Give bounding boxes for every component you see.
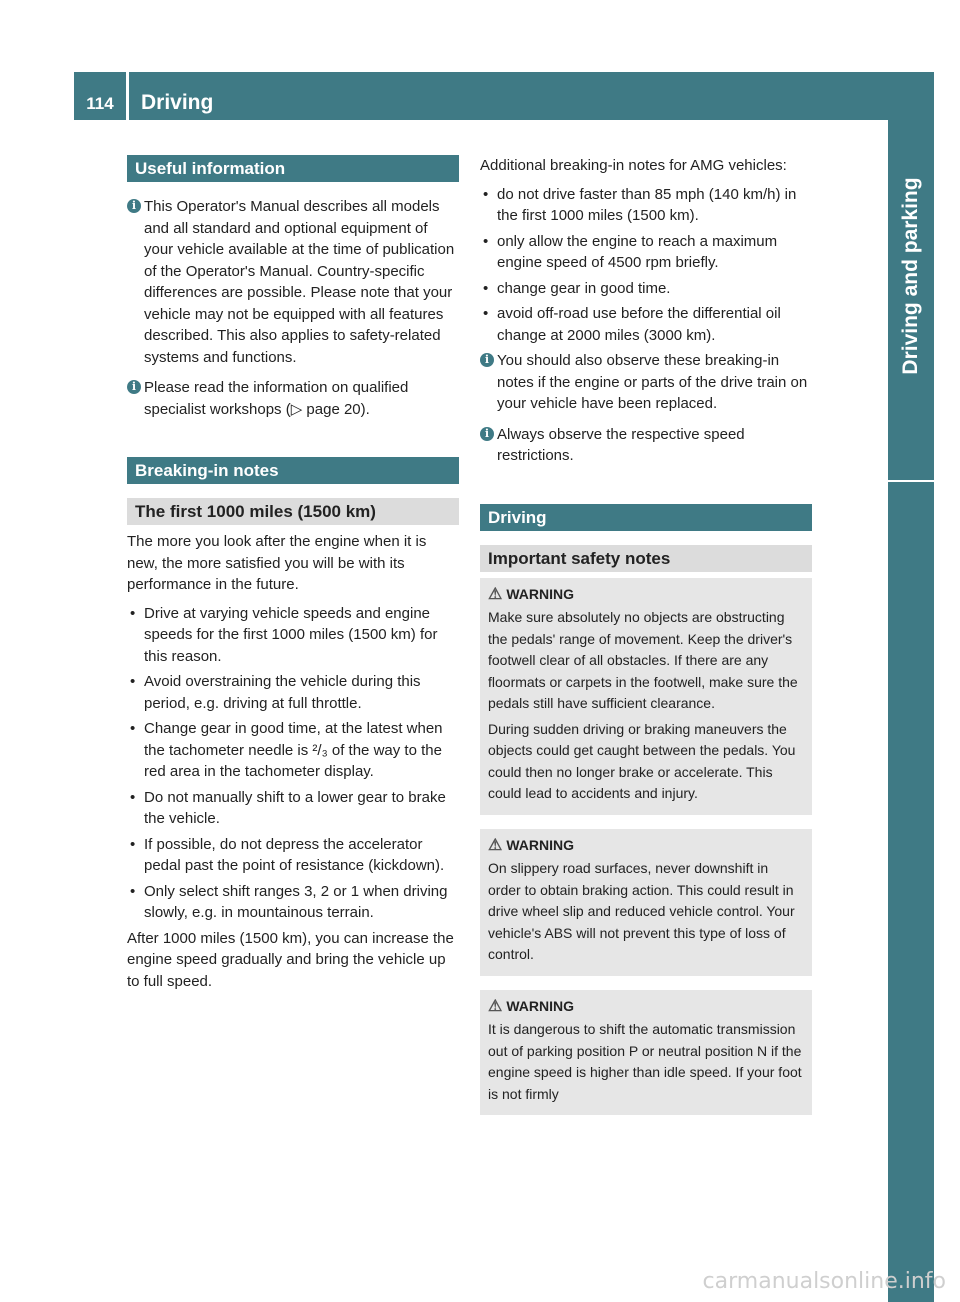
- chapter-title: Driving: [129, 72, 888, 120]
- list-item: • Change gear in good time, at the latest when the tachometer needle is ²/₃ of the way to the red area in the tachometer display.: [127, 718, 459, 783]
- list-item: • Avoid overstraining the vehicle during this period, e.g. driving at full throttle.: [127, 671, 459, 714]
- warning-triangle-icon: ⚠: [488, 997, 503, 1015]
- intro-paragraph: The more you look after the engine when it is new, the more satisfied you will be with its performance in the future.: [127, 533, 427, 593]
- after-paragraph: After 1000 miles (1500 km), you can increase the engine speed gradually and bring the vehicle up to full speed.: [127, 929, 454, 990]
- list-item: • change gear in good time.: [480, 278, 812, 300]
- warning-box: [480, 829, 812, 976]
- warning-text: During sudden driving or braking maneuvers the objects could get caught between the pedals. You could then no longer brake or accelerate. This could lead to accidents and injury.: [488, 720, 796, 801]
- breaking-in-heading: Breaking-in notes: [127, 457, 459, 484]
- warning-label: WARNING: [506, 997, 575, 1014]
- info-note: [480, 350, 812, 415]
- warning-text: On slippery road surfaces, never downshift in order to obtain braking action. This could result in drive wheel slip and reduced vehicle control. Your vehicle's ABS will not prevent this type of loss of control.: [488, 860, 795, 962]
- list-item: • Do not manually shift to a lower gear to brake the vehicle.: [127, 787, 459, 830]
- info-icon: i: [127, 380, 141, 394]
- side-tab-label: Driving and parking: [899, 177, 922, 375]
- warning-box: [480, 578, 812, 815]
- breaking-in-list: [127, 603, 459, 924]
- list-item: • If possible, do not depress the accelerator pedal past the point of resistance (kickdown).: [127, 834, 459, 877]
- page-number: 114: [74, 72, 126, 120]
- useful-information-heading: Useful information: [127, 155, 459, 182]
- warning-text: It is dangerous to shift the automatic transmission out of parking position P or neutral position N if the engine speed is higher than idle speed. If your foot is not firmly: [488, 1021, 802, 1102]
- warning-label: WARNING: [506, 836, 575, 853]
- info-note-text: Please read the information on qualified specialist workshops (▷ page 20).: [144, 379, 409, 418]
- info-note-text: Always observe the respective speed restrictions.: [497, 425, 745, 464]
- warning-triangle-icon: ⚠: [488, 836, 503, 854]
- side-tab-bar: [888, 482, 934, 1302]
- info-icon: i: [480, 427, 494, 441]
- list-item: • only allow the engine to reach a maximum engine speed of 4500 rpm briefly.: [480, 231, 812, 274]
- warning-box: [480, 990, 812, 1116]
- list-item: • Drive at varying vehicle speeds and engine speeds for the first 1000 miles (1500 km) for this reason.: [127, 603, 459, 668]
- info-note-text: This Operator's Manual describes all models and all standard and optional equipment of your vehicle available at the time of publication of the Operator's Manual. Country-specific differences are possible. Please note that your vehicle may not be equipped with all features described. This also applies to safety-related systems and functions.: [144, 198, 455, 366]
- first-1000-miles-heading: The first 1000 miles (1500 km): [127, 498, 459, 525]
- info-note: [480, 424, 812, 467]
- list-item: • Only select shift ranges 3, 2 or 1 when driving slowly, e.g. in mountainous terrain.: [127, 881, 459, 924]
- section-side-tab: [888, 72, 934, 480]
- list-item: • do not drive faster than 85 mph (140 km/h) in the first 1000 miles (1500 km).: [480, 184, 812, 227]
- info-note: [127, 377, 459, 420]
- watermark: carmanualsonline.info: [702, 1269, 946, 1294]
- info-icon: i: [127, 199, 141, 213]
- warning-label: WARNING: [506, 585, 575, 602]
- right-column: [480, 155, 812, 1129]
- left-column: [127, 155, 459, 999]
- driving-heading: Driving: [480, 504, 812, 531]
- info-icon: i: [480, 353, 494, 367]
- warning-triangle-icon: ⚠: [488, 585, 503, 603]
- amg-intro: Additional breaking-in notes for AMG vehicles:: [480, 157, 787, 174]
- info-note-text: You should also observe these breaking-in notes if the engine or parts of the drive train on your vehicle have been replaced.: [497, 352, 808, 412]
- list-item: • avoid off-road use before the differential oil change at 2000 miles (3000 km).: [480, 303, 812, 346]
- info-note: [127, 196, 459, 368]
- warning-text: Make sure absolutely no objects are obstructing the pedals' range of movement. Keep the driver's footwell clear of all obstacles. If there are any floormats or carpets in the footwell, make sure the pedals still have sufficient clearance.: [488, 609, 798, 711]
- amg-list: [480, 184, 812, 347]
- safety-notes-heading: Important safety notes: [480, 545, 812, 572]
- page-header: [74, 72, 888, 120]
